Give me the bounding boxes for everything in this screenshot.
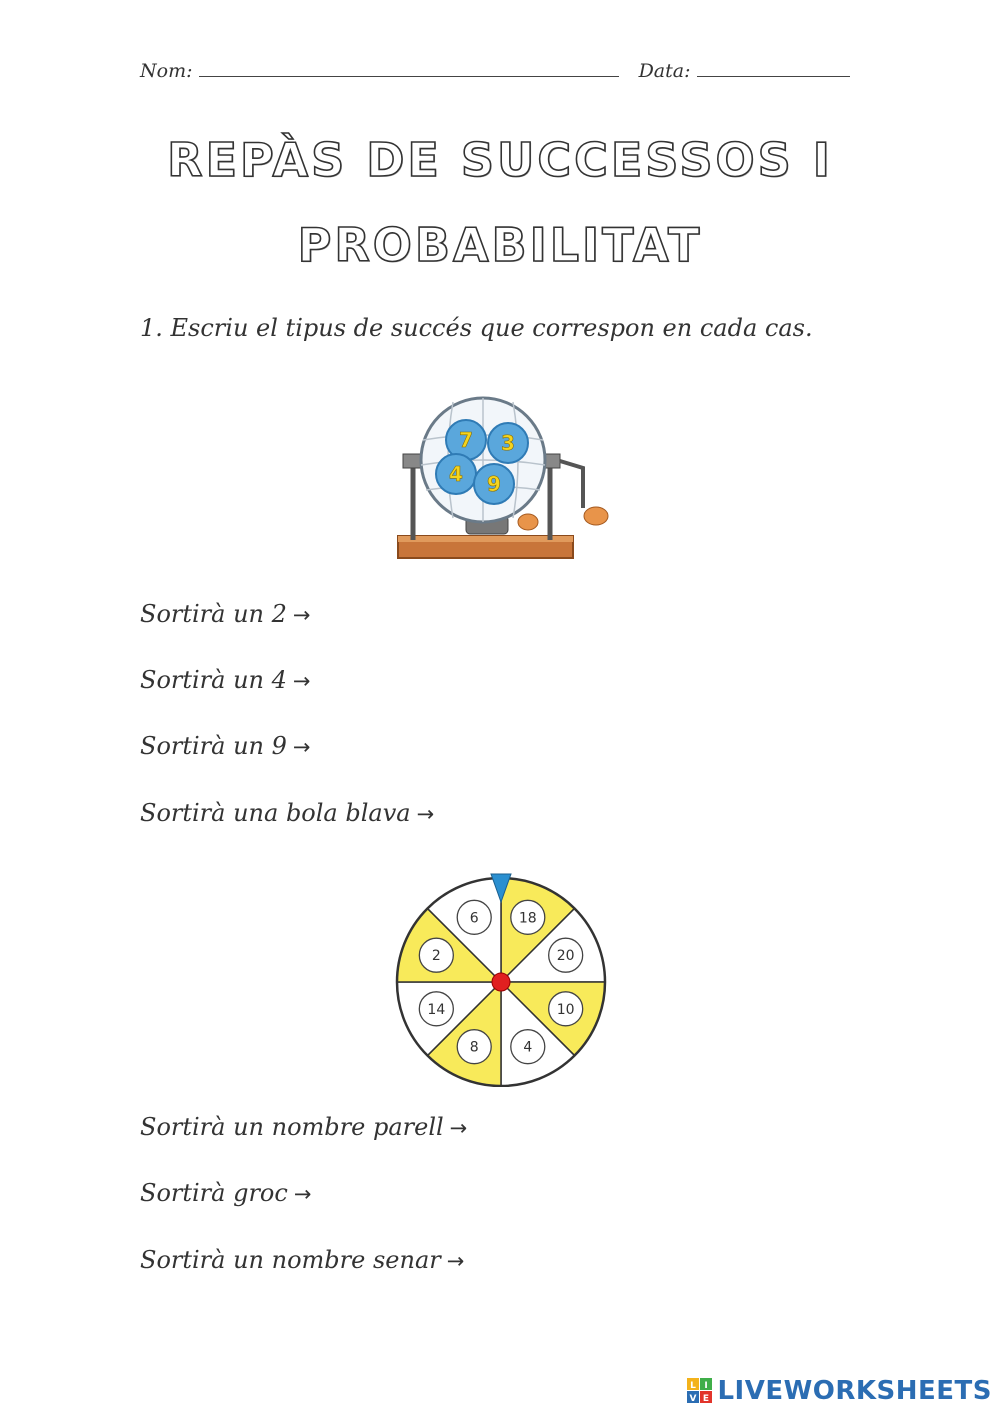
wheel-item — [140, 1246, 464, 1274]
item-text: Sortirà un 4 — [140, 666, 287, 694]
spinner-wheel-illustration — [393, 872, 613, 1087]
liveworksheets-brand[interactable]: LIVEWORKSHEETS — [717, 1376, 992, 1406]
title-line-2: PROBABILITAT — [297, 218, 703, 272]
date-field[interactable] — [697, 58, 850, 77]
item-text: Sortirà un nombre parell — [140, 1113, 444, 1141]
wheel-number: 6 — [469, 910, 479, 927]
arrow-icon: → — [416, 802, 435, 826]
wheel-number: 2 — [431, 948, 441, 965]
svg-text:E: E — [703, 1394, 710, 1404]
lottery-ball-number: 3 — [501, 431, 515, 455]
liveworksheets-logo-icon — [687, 1378, 713, 1404]
item-text: Sortirà un 9 — [140, 732, 287, 760]
name-field[interactable] — [199, 58, 619, 77]
wheel-item — [140, 1179, 311, 1207]
wheel-number: 20 — [556, 948, 575, 965]
svg-text:L: L — [690, 1381, 697, 1391]
item-text: Sortirà un 2 — [140, 600, 287, 628]
lottery-ball-number: 7 — [459, 428, 473, 452]
lottery-ball-number: 9 — [487, 472, 501, 496]
item-text: Sortirà un nombre senar — [140, 1246, 441, 1274]
wheel-number: 8 — [469, 1039, 479, 1056]
item-text: Sortirà una bola blava — [140, 799, 411, 827]
wheel-number: 14 — [427, 1001, 446, 1018]
lottery-item — [140, 732, 311, 760]
drum-base-top — [398, 536, 573, 542]
wheel-center-pin — [492, 973, 510, 991]
drum-knob — [518, 514, 538, 530]
drum-crank — [560, 461, 583, 508]
question-1: 1. Escriu el tipus de succés que correspon en cada cas. — [140, 314, 813, 342]
footer — [687, 1376, 992, 1406]
svg-text:V: V — [689, 1394, 697, 1404]
lottery-drum-illustration — [388, 390, 618, 570]
header — [140, 58, 860, 82]
wheel-number: 18 — [518, 910, 537, 927]
arrow-icon: → — [292, 735, 311, 759]
wheel-number: 10 — [556, 1001, 575, 1018]
item-text: Sortirà groc — [140, 1179, 288, 1207]
svg-text:I: I — [704, 1381, 709, 1391]
arrow-icon: → — [446, 1249, 465, 1273]
date-label: Data: — [638, 60, 691, 82]
name-label: Nom: — [140, 60, 193, 82]
title-line-1: REPÀS DE SUCCESSOS I — [167, 133, 833, 187]
arrow-icon: → — [293, 1182, 312, 1206]
wheel-number: 4 — [523, 1039, 533, 1056]
crank-handle — [584, 507, 608, 525]
lottery-ball-number: 4 — [449, 462, 463, 486]
lottery-item — [140, 600, 311, 628]
arrow-icon: → — [292, 603, 311, 627]
arrow-icon: → — [449, 1116, 468, 1140]
lottery-item — [140, 666, 311, 694]
arrow-icon: → — [292, 669, 311, 693]
lottery-item — [140, 799, 434, 827]
wheel-item — [140, 1113, 467, 1141]
